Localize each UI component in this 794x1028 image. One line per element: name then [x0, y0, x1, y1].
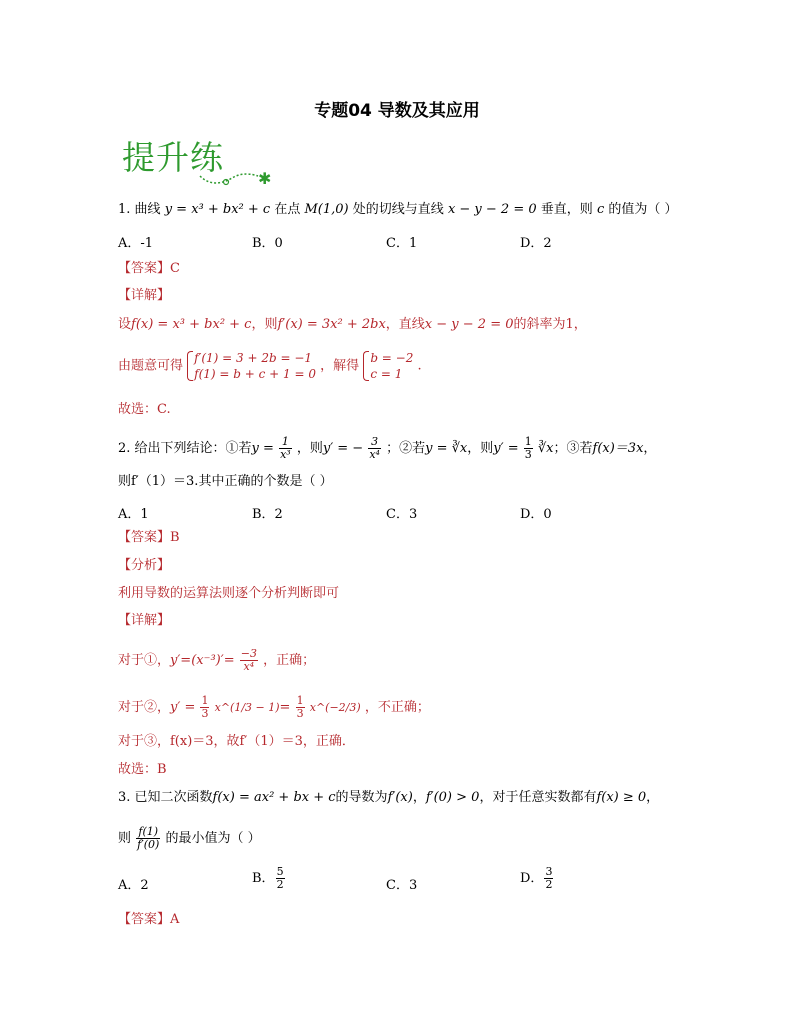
q2-analysis-tag: 【分析】 [118, 558, 171, 573]
q2-detail-1: 对于①，y′=(x⁻³)′= $\frac{-3}{\text{x⁴}}$ ，正确； [118, 647, 316, 673]
q3-option-d: D． $\frac{3}{2}$ [520, 865, 553, 891]
q3-stem-line1: 3. 已知二次函数f(x) = ax² + bx + c的导数为f′(x)，f′(0) > 0，对于任意实数都有f(x) ≥ 0， [118, 790, 660, 805]
q1-conclusion: 故选：C. [118, 402, 171, 417]
q2-conclusion: 故选：B [118, 762, 167, 777]
q2-analysis: 利用导数的运算法则逐个分析判断即可 [118, 586, 340, 601]
q1-option-a: A．-1 [118, 236, 154, 251]
q2-stem-line2: 则f′（1）＝3.其中正确的个数是（ ） [118, 474, 333, 489]
q2-answer: 【答案】B [118, 530, 180, 545]
q2-detail-tag: 【详解】 [118, 613, 171, 628]
q2-option-d: D．0 [520, 507, 552, 522]
q1-detail-tag: 【详解】 [118, 288, 171, 303]
q1-option-c: C．1 [386, 236, 418, 251]
q1-detail-line1: 设f(x) = x³ + bx² + c，则f′(x) = 3x² + 2bx，直线x − y − 2 = 0的斜率为1， [118, 317, 587, 332]
q3-option-c: C．3 [386, 878, 418, 893]
q2-stem-line1: 2. 给出下列结论：①若y = $\frac{1}{\text{x³}}$ ，则y′ = − $\frac{3}{\text{x⁴}}$ ；②若y = ∛x，则y′ = $\frac{1}{3}$ ∛x；③若f(x)＝3x， [118, 435, 657, 461]
q3-answer: 【答案】A [118, 912, 180, 927]
q1-answer: 【答案】C [118, 261, 180, 276]
q3-stem-line2: 则 $\frac{f(1)}{f'(0)}$ 的最小值为（ ） [118, 825, 261, 851]
q1-detail-line2: 由题意可得 f′(1) = 3 + 2b = −1 f(1) = b + c + 1 = 0 ，解得 b = −2 c = 1 . [118, 351, 422, 381]
q2-detail-2: 对于②，y′ = $\frac{1}{3}$ x^(1/3 − 1)= $\frac{1}{3}$ x^(−2/3) ，不正确； [118, 694, 430, 720]
section-logo-text: 提升练 [122, 138, 224, 177]
svg-text:✱: ✱ [258, 169, 272, 188]
q1-stem: 1. 曲线 y = x³ + bx² + c 在点 M(1,0) 处的切线与直线 x − y − 2 = 0 垂直，则 c 的值为（ ） [118, 202, 678, 217]
logo-swirl-icon [122, 138, 272, 188]
q2-option-c: C．3 [386, 507, 418, 522]
q3-option-b: B． $\frac{5}{2}$ [252, 865, 284, 891]
q1-option-b: B．0 [252, 236, 283, 251]
section-logo [122, 138, 272, 188]
q2-detail-3: 对于③，f(x)＝3，故f′（1）＝3，正确． [118, 734, 355, 749]
q2-option-b: B．2 [252, 507, 283, 522]
q2-option-a: A．1 [118, 507, 149, 522]
q1-option-d: D．2 [520, 236, 552, 251]
q1-equation-system: f′(1) = 3 + 2b = −1 f(1) = b + c + 1 = 0 [187, 350, 316, 382]
page-title: 专题04 导数及其应用 [314, 101, 480, 121]
q1-solution-system: b = −2 c = 1 [363, 350, 413, 382]
q3-option-a: A．2 [118, 878, 149, 893]
